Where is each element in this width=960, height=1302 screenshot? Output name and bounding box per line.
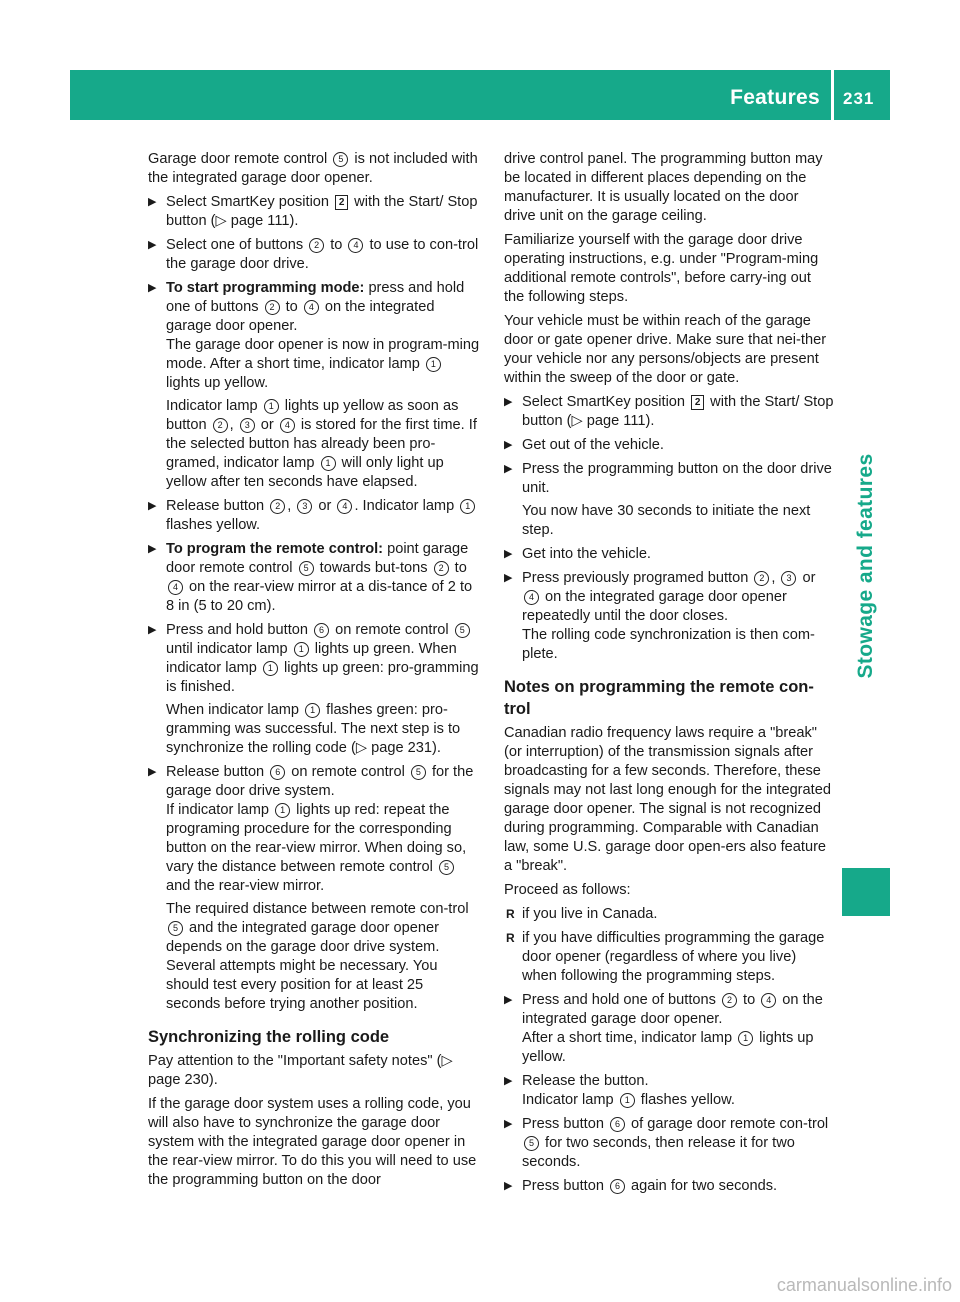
drive-panel-paragraph: drive control panel. The programming button may be located in different places depending on the manufacturer. It is usually located on the door drive unit on the garage ceiling. <box>504 151 823 224</box>
right-column <box>504 150 834 1201</box>
step-press-programmed-button: ▶ Press previously programed button 2 , 3 or 4 on the integrated garage door opener repeatedly until the door closes. The rolling code synchronization is then com-plete. <box>504 569 834 664</box>
page-ref-icon: ▷ <box>441 1053 453 1069</box>
step-press-remote-button: ▶ Press button 6 of garage door remote con-trol 5 for two seconds, then release it for two seconds. <box>504 1115 834 1172</box>
step-press-programming-button: ▶ Press the programming button on the door drive unit. You now have 30 seconds to initiate the next step. <box>504 460 834 540</box>
step-start-programming: ▶ To start programming mode: press and hold one of buttons 2 to 4 on the integrated garage door opener. The garage door opener is now in program-ming mode. After a short time, indicator lamp 1 lights up yellow. Indicator lamp 1 lights up yellow as soon as button 2 , 3 or 4 is stored for the first time. If the selected button has already been pro-gramed, indicator lamp 1 will only light up yellow after ten seconds have elapsed. <box>148 279 481 492</box>
page-ref-icon: ▷ <box>215 213 227 229</box>
watermark: carmanualsonline.info <box>776 1275 952 1295</box>
canadian-law-paragraph: Canadian radio frequency laws require a "break" (or interruption) of the transmission signals after broadcasting for a few seconds. Therefore, these signals may not last long enough for the integrated garage door opener. The signal is not recognized during programming. Comparable with Canadian law, some U.S. garage door open-ers also feature a "break". <box>504 725 831 874</box>
intro-paragraph: Garage door remote control 5 is not included with the integrated garage door opener. <box>148 151 478 186</box>
section-tab-marker <box>842 868 890 916</box>
step-press-hold-buttons: ▶ Press and hold one of buttons 2 to 4 on the integrated garage door opener. After a short time, indicator lamp 1 lights up yellow. <box>504 991 834 1067</box>
step-get-in: ▶ Get into the vehicle. <box>504 545 834 564</box>
step-press-hold-button: ▶ Press and hold button 6 on remote control 5 until indicator lamp 1 lights up green. When indicator lamp 1 lights up green: pro-gramming is finished. When indicator lamp 1 flashes green: pro-gramming was successful. The next step is to synchronize the rolling code (▷ page 231). <box>148 621 481 758</box>
vehicle-reach-paragraph: Your vehicle must be within reach of the garage door or gate opener drive. Make sure that nei-ther your vehicle nor any persons/objects are present within the sweep of the door or gate. <box>504 313 827 386</box>
section-heading-rolling-code: Synchronizing the rolling code <box>148 1028 390 1046</box>
header-separator <box>831 70 834 120</box>
step-press-again: ▶ Press button 6 again for two seconds. <box>504 1177 834 1196</box>
step-release-the-button: ▶ Release the button. Indicator lamp 1 flashes yellow. <box>504 1072 834 1110</box>
page-title: Features <box>730 86 820 109</box>
familiarize-paragraph: Familiarize yourself with the garage door drive operating instructions, e.g. under "Program-ming additional remote controls", before carry-ing out the following steps. <box>504 232 819 305</box>
step-select-smartkey: ▶ Select SmartKey position 2 with the Start/ Stop button (▷ page 111). <box>148 193 481 231</box>
page-ref-icon: ▷ <box>571 413 583 429</box>
step-select-buttons: ▶ Select one of buttons 2 to 4 to use to con-trol the garage door drive. <box>148 236 481 274</box>
page-number: 231 <box>843 89 875 108</box>
bullet-canada: R if you live in Canada. <box>504 905 834 924</box>
step-release-remote-button: ▶ Release button 6 on remote control 5 for the garage door drive system. If indicator lamp 1 lights up red: repeat the programing procedure for the corresponding button on the rear-view mirror. When doing so, vary the distance between remote control 5 and the rear-view mirror. The required distance between remote con-trol 5 and the integrated garage door opener depends on the garage door drive system. Several attempts might be necessary. You should test every position for at least 25 seconds before trying another position. <box>148 763 481 1014</box>
bullet-difficulties: R if you have difficulties programming the garage door opener (regardless of where you live) when following the programming steps. <box>504 929 834 986</box>
step-select-smartkey-2: ▶ Select SmartKey position 2 with the Start/ Stop button (▷ page 111). <box>504 393 834 431</box>
step-get-out: ▶ Get out of the vehicle. <box>504 436 834 455</box>
rolling-code-paragraph: If the garage door system uses a rolling code, you will also have to synchronize the garage door system with the integrated garage door opener in the rear-view mirror. To do this you will need to use the programming button on the door <box>148 1096 477 1188</box>
step-program-remote: ▶ To program the remote control: point garage door remote control 5 towards but-tons 2 to 4 on the rear-view mirror at a dis-tance of 2 to 8 in (5 to 20 cm). <box>148 540 481 616</box>
left-column <box>148 150 481 1195</box>
remote-control-marker: 5 <box>333 152 348 167</box>
safety-notes-paragraph: Pay attention to the "Important safety notes" (▷ page 230). <box>148 1053 453 1088</box>
page-ref-icon: ▷ <box>355 740 368 756</box>
section-heading-notes: Notes on programming the remote con-trol <box>504 678 814 718</box>
step-release-button: ▶ Release button 2 , 3 or 4 . Indicator lamp 1 flashes yellow. <box>148 497 481 535</box>
proceed-paragraph: Proceed as follows: <box>504 882 631 898</box>
section-tab-label: Stowage and features <box>854 453 877 679</box>
